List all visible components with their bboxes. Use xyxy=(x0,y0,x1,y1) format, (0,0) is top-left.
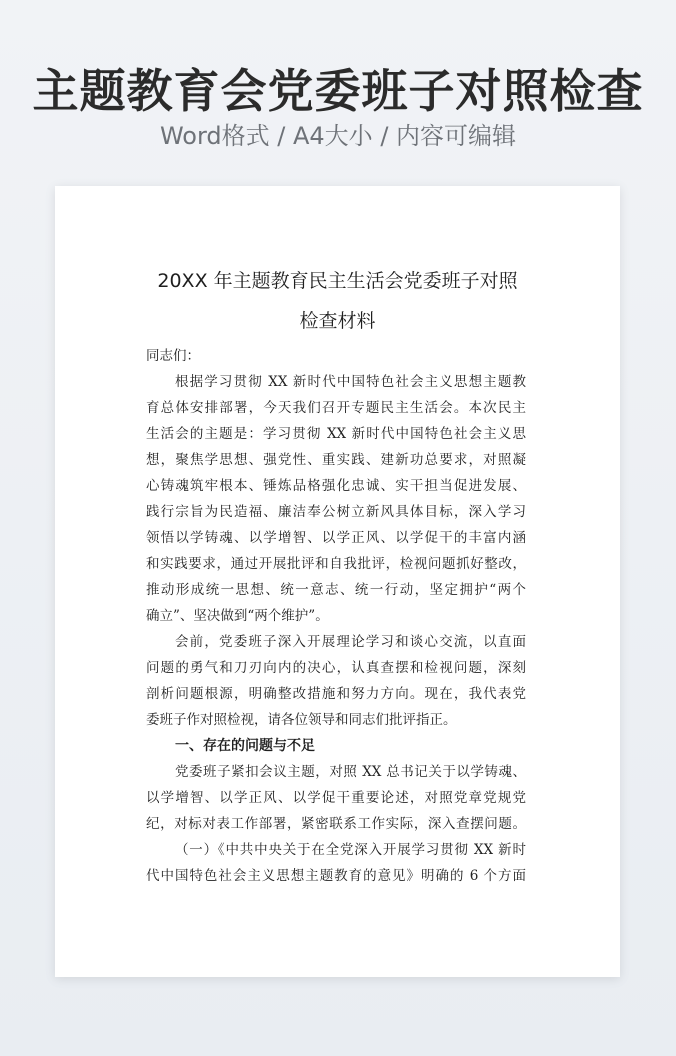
paragraph-1-line: 领悟以学铸魂、以学增智、以学正风、以学促干的丰富内涵 xyxy=(146,530,526,546)
paragraph-1-line: 确立”、坚决做到“两个维护”。 xyxy=(146,608,329,624)
paragraph-1-line: 推动形成统一思想、统一意志、统一行动，坚定拥护“两个 xyxy=(146,582,526,598)
salutation: 同志们： xyxy=(146,348,200,364)
document-page xyxy=(55,186,620,977)
paragraph-1-line: 育总体安排部署，今天我们召开专题民主生活会。本次民主 xyxy=(146,400,526,416)
paragraph-1-line: 根据学习贯彻 XX 新时代中国特色社会主义思想主题教 xyxy=(175,374,526,390)
banner-subtitle: Word格式 / A4大小 / 内容可编辑 xyxy=(159,122,517,150)
paragraph-2-line: 问题的勇气和刀刃向内的决心，认真查摆和检视问题，深刻 xyxy=(146,660,526,676)
paragraph-3-line: 以学增智、以学正风、以学促干重要论述，对照党章党规党 xyxy=(146,790,526,806)
paragraph-3-line: 纪，对标对表工作部署，紧密联系工作实际，深入查摆问题。 xyxy=(146,816,526,832)
document-title-line-1: 20XX 年主题教育民主生活会党委班子对照 xyxy=(157,270,518,292)
banner-title: 主题教育会党委班子对照检查 xyxy=(32,64,644,118)
paragraph-1-line: 生活会的主题是：学习贯彻 XX 新时代中国特色社会主义思 xyxy=(146,426,526,442)
paragraph-2-line: 剖析问题根源，明确整改措施和努力方向。现在，我代表党 xyxy=(146,686,526,702)
document-title-line-2: 检查材料 xyxy=(299,310,376,332)
paragraph-4-line: （一）《中共中央关于在全党深入开展学习贯彻 XX 新时 xyxy=(175,842,526,858)
paragraph-1-line: 心铸魂筑牢根本、锤炼品格强化忠诚、实干担当促进发展、 xyxy=(146,478,526,494)
paragraph-1-line: 践行宗旨为民造福、廉洁奉公树立新风具体目标，深入学习 xyxy=(146,504,526,520)
section-heading: 一、存在的问题与不足 xyxy=(175,738,315,754)
paragraph-2-line: 委班子作对照检视，请各位领导和同志们批评指正。 xyxy=(146,712,457,728)
paragraph-4-line: 代中国特色社会主义思想主题教育的意见》明确的 6 个方面 xyxy=(146,868,526,884)
paragraph-1-line: 和实践要求，通过开展批评和自我批评，检视问题抓好整改， xyxy=(146,556,526,572)
paragraph-1-line: 想，聚焦学思想、强党性、重实践、建新功总要求，对照凝 xyxy=(146,452,526,468)
paragraph-2-line: 会前，党委班子深入开展理论学习和谈心交流，以直面 xyxy=(175,634,526,650)
paragraph-3-line: 党委班子紧扣会议主题，对照 XX 总书记关于以学铸魂、 xyxy=(175,764,526,780)
